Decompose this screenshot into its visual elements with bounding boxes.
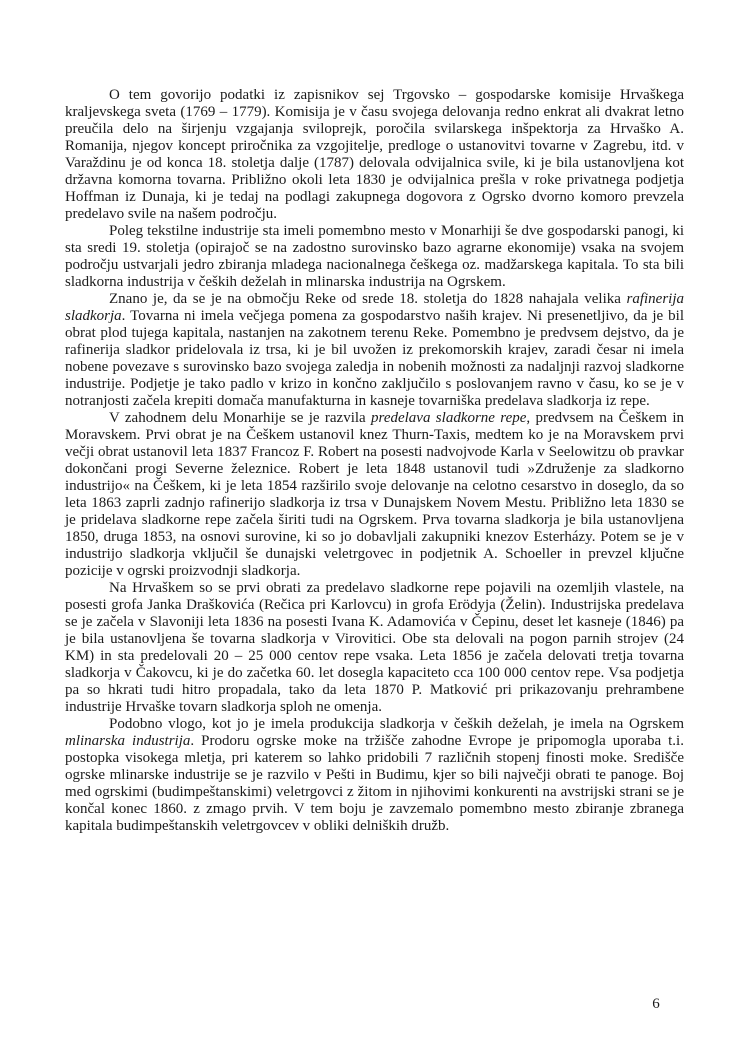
- paragraph-6: Podobno vlogo, kot jo je imela produkcija sladkorja v čeških deželah, je imela na Ogrskem mlinarska industrija. Prodoru ogrske moke na tržišče zahodne Evrope je pripomogla uporaba t.i. postopka visokega mletja, pri katerem so lahko pridobili 7 različnih stopenj finosti moke. Središče ogrske mlinarske industrije se je razvilo v Pešti in Budimu, kjer so bili največji obrati te panoge. Boj med ogrskimi (budimpeštanskimi) veletrgovci z žitom in njihovimi konkurenti na avstrijski strani se je končal konec 1860. z zmago prvih. V tem boju je zavzemalo pomembno mesto zbiranje zbranega kapitala budimpeštanskih veletrgovcev v obliki delniških družb.: [65, 716, 684, 834]
- paragraph-3: Znano je, da se je na območju Reke od srede 18. stoletja do 1828 nahajala velika rafinerija sladkorja. Tovarna ni imela večjega pomena za gospodarstvo naših krajev. Ni presenetljivo, da je bil obrat plod tujega kapitala, nastanjen na zakotnem terenu Reke. Pomembno je predvsem dejstvo, da je rafinerija sladkor pridelovala iz trsa, ki je bil uvožen iz prekomorskih krajev, zaradi česar ni imela nobene povezave s surovinsko bazo svojega zaledja in nobenih možnosti za nadaljnji razvoj sladkorne industrije. Podjetje je tako padlo v krizo in končno zaključilo s poslovanjem ravno v času, ko se je v notranjosti začela krepiti domača manufakturna in kasneje tovarniška predelava sladkorja iz repe.: [65, 291, 684, 409]
- page-number: 6: [652, 996, 660, 1012]
- paragraph-1: O tem govorijo podatki iz zapisnikov sej Trgovsko – gospodarske komisije Hrvaškega kraljevskega sveta (1769 – 1779). Komisija je v času svojega delovanja redno enkrat ali dvakrat letno preučila delo na širjenju vzgajanja sviloprejk, poročila svilarskega inšpektorja za Hrvaško A. Romanija, njegov koncept priročnika za vzgojitelje, predloge o ustanovitvi tovarne v Zagrebu, itd. v Varaždinu je od konca 18. stoletja dalje (1787) delovala odvijalnica svile, ki je bila ustanovljena kot državna komorna tovarna. Približno okoli leta 1830 je odvijalnica prešla v roke privatnega podjetja Hoffman iz Dunaja, ki je tedaj na podlagi zakupnega dogovora z Ogrsko dvorno komoro prevzela predelavo svile na našem področju.: [65, 87, 684, 222]
- paragraph-4: V zahodnem delu Monarhije se je razvila predelava sladkorne repe, predvsem na Češkem in Moravskem. Prvi obrat je na Češkem ustanovil knez Thurn-Taxis, medtem ko je na Moravskem prvi večji obrat ustanovil leta 1837 Francoz F. Robert na posesti nadvojvode Karla v Seelowitzu ob pravkar dokončani progi Severne železnice. Robert je leta 1848 ustanovil tudi »Združenje za sladkorno industrijo« na Češkem, ki je leta 1854 razširilo svoje delovanje na celotno cesarstvo in doseglo, da so leta 1863 zaprli zadnjo rafinerijo sladkorja iz trsa v Dunajskem Novem Mestu. Približno leta 1830 se je pridelava sladkorne repe začela širiti tudi na Ogrskem. Prva tovarna sladkorja je bila ustanovljena 1850, druga 1853, na osnovi surovine, ki so jo dobavljali zakupniki knezov Esterházy. Potem se je v industrijo sladkorja vključil še dunajski veletrgovec in podjetnik A. Schoeller in prevzel ključne pozicije v ogrski proizvodnji sladkorja.: [65, 410, 685, 579]
- page-body-text: [65, 87, 684, 835]
- paragraph-2: Poleg tekstilne industrije sta imeli pomembno mesto v Monarhiji še dve gospodarski panogi, ki sta sredi 19. stoletja (opirajoč se na zadostno surovinsko bazo agrarne ekonomije) vsaka na svojem področju ustvarjali jedro zbiranja mladega nacionalnega češkega oz. madžarskega kapitala. To sta bili sladkorna industrija v čeških deželah in mlinarska industrija na Ogrskem.: [65, 223, 684, 290]
- paragraph-5: Na Hrvaškem so se prvi obrati za predelavo sladkorne repe pojavili na ozemljih vlastele, na posesti grofa Janka Draškovića (Rečica pri Karlovcu) in grofa Erödyja (Želin). Industrijska predelava se je začela v Slavoniji leta 1836 na posesti Ivana K. Adamovića v Čepinu, deset let kasneje (1846) pa je bila ustanovljena še tovarna sladkorja v Virovitici. Obe sta delovali na pogon parnih strojev (24 KM) in sta predelovali 20 – 25 000 centov repe vsaka. Leta 1856 je začela delovati tretja tovarna sladkorja v Čakovcu, ki je do začetka 60. let dosegla kapaciteto cca 100 000 centov repe. Vsa podjetja pa so hkrati tudi hitro propadala, tako da leta 1870 P. Matković pri prikazovanju prehrambene industrije Hrvaške tovarn sladkorja sploh ne omenja.: [65, 580, 684, 715]
